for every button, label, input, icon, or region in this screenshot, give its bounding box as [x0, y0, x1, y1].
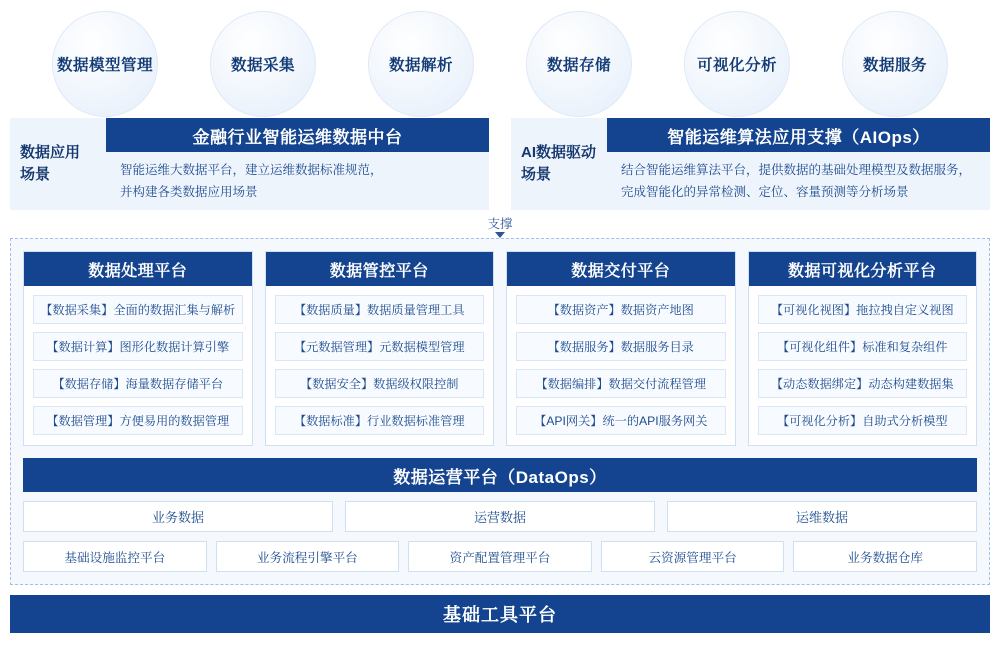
dataops-platform: 云资源管理平台 — [601, 541, 785, 572]
platform-card-data-governance — [265, 251, 495, 446]
platform-cards-row — [23, 251, 977, 446]
capability-bubble-label: 可视化分析 — [696, 57, 777, 74]
dataops-data-types-row — [23, 501, 977, 532]
platform-card-title: 数据交付平台 — [507, 252, 735, 286]
scenario-description-line2: 并构建各类数据应用场景 — [120, 184, 258, 199]
platform-card-items — [749, 286, 977, 445]
dataops-platforms-row — [23, 541, 977, 572]
platform-card-item: 【数据标准】行业数据标准管理 — [275, 406, 485, 435]
platform-card-title: 数据管控平台 — [266, 252, 494, 286]
scenario-content — [607, 118, 990, 210]
platform-card-item: 【数据资产】数据资产地图 — [516, 295, 726, 324]
down-arrow-icon — [495, 232, 505, 238]
platform-card-data-visualization — [748, 251, 978, 446]
capability-bubble — [526, 11, 632, 117]
scenario-label-line1: 数据应用 — [20, 143, 81, 161]
scenario-description-line1: 结合智能运维算法平台，提供数据的基础处理模型及数据服务， — [621, 163, 972, 177]
platform-card-item: 【数据存储】海量数据存储平台 — [33, 369, 243, 398]
capability-bubble — [842, 11, 948, 117]
platform-card-item: 【数据采集】全面的数据汇集与解析 — [33, 295, 243, 324]
platform-card-item: 【数据质量】数据质量管理工具 — [275, 295, 485, 324]
platform-card-items — [266, 286, 494, 445]
capability-bubble-label: 数据采集 — [230, 57, 295, 74]
scenario-title: 金融行业智能运维数据中台 — [106, 118, 489, 152]
scenario-description-line2: 完成智能化的异常检测、定位、容量预测等分析场景 — [621, 184, 909, 199]
capability-bubble — [368, 11, 474, 117]
scenario-description — [106, 152, 489, 210]
platform-card-item: 【可视化视图】拖拉拽自定义视图 — [758, 295, 968, 324]
platform-card-item: 【数据服务】数据服务目录 — [516, 332, 726, 361]
dataops-platform: 业务数据仓库 — [793, 541, 977, 572]
scenario-band — [0, 118, 1000, 210]
platform-card-title: 数据处理平台 — [24, 252, 252, 286]
platform-card-item: 【可视化分析】自助式分析模型 — [758, 406, 968, 435]
scenario-content — [106, 118, 489, 210]
support-label: 支撑 — [487, 217, 513, 231]
platform-card-item: 【数据管理】方便易用的数据管理 — [33, 406, 243, 435]
dataops-data-type: 业务数据 — [23, 501, 333, 532]
dataops-data-type: 运营数据 — [345, 501, 655, 532]
capability-bubble — [52, 11, 158, 117]
scenario-data-application — [10, 118, 489, 210]
platform-card-item: 【数据安全】数据级权限控制 — [275, 369, 485, 398]
platform-card-items — [507, 286, 735, 445]
scenario-description-line1: 智能运维大数据平台，建立运维数据标准规范， — [120, 163, 383, 177]
capability-bubble-label: 数据解析 — [388, 57, 453, 74]
platform-card-item: 【元数据管理】元数据模型管理 — [275, 332, 485, 361]
scenario-label — [10, 118, 106, 210]
dataops-title-bar: 数据运营平台（DataOps） — [23, 458, 977, 492]
capability-bubble-label: 数据服务 — [862, 57, 927, 74]
scenario-label-line1: AI数据驱动 — [521, 143, 597, 161]
scenario-description — [607, 152, 990, 210]
platform-card-item: 【数据编排】数据交付流程管理 — [516, 369, 726, 398]
platform-card-items — [24, 286, 252, 445]
dataops-data-type: 运维数据 — [667, 501, 977, 532]
dataops-platform: 资产配置管理平台 — [408, 541, 592, 572]
capability-bubble — [210, 11, 316, 117]
scenario-label-line2: 场景 — [20, 166, 51, 183]
support-connector — [0, 210, 1000, 236]
dataops-platform: 基础设施监控平台 — [23, 541, 207, 572]
scenario-ai-data-driven — [511, 118, 990, 210]
capability-bubbles-row — [0, 0, 1000, 118]
platform-card-title: 数据可视化分析平台 — [749, 252, 977, 286]
platform-card-data-delivery — [506, 251, 736, 446]
platform-section — [10, 238, 990, 585]
platform-card-item: 【动态数据绑定】动态构建数据集 — [758, 369, 968, 398]
platform-card-item: 【数据计算】图形化数据计算引擎 — [33, 332, 243, 361]
platform-card-data-processing — [23, 251, 253, 446]
foundation-tool-platform-bar: 基础工具平台 — [10, 595, 990, 633]
capability-bubble — [684, 11, 790, 117]
scenario-label-line2: 场景 — [521, 166, 552, 183]
capability-bubble-label: 数据存储 — [546, 57, 611, 74]
platform-card-item: 【可视化组件】标准和复杂组件 — [758, 332, 968, 361]
scenario-label — [511, 118, 607, 210]
scenario-title: 智能运维算法应用支撑（AIOps） — [607, 118, 990, 152]
dataops-platform: 业务流程引擎平台 — [216, 541, 400, 572]
platform-card-item: 【API网关】统一的API服务网关 — [516, 406, 726, 435]
capability-bubble-label: 数据模型管理 — [56, 57, 153, 74]
